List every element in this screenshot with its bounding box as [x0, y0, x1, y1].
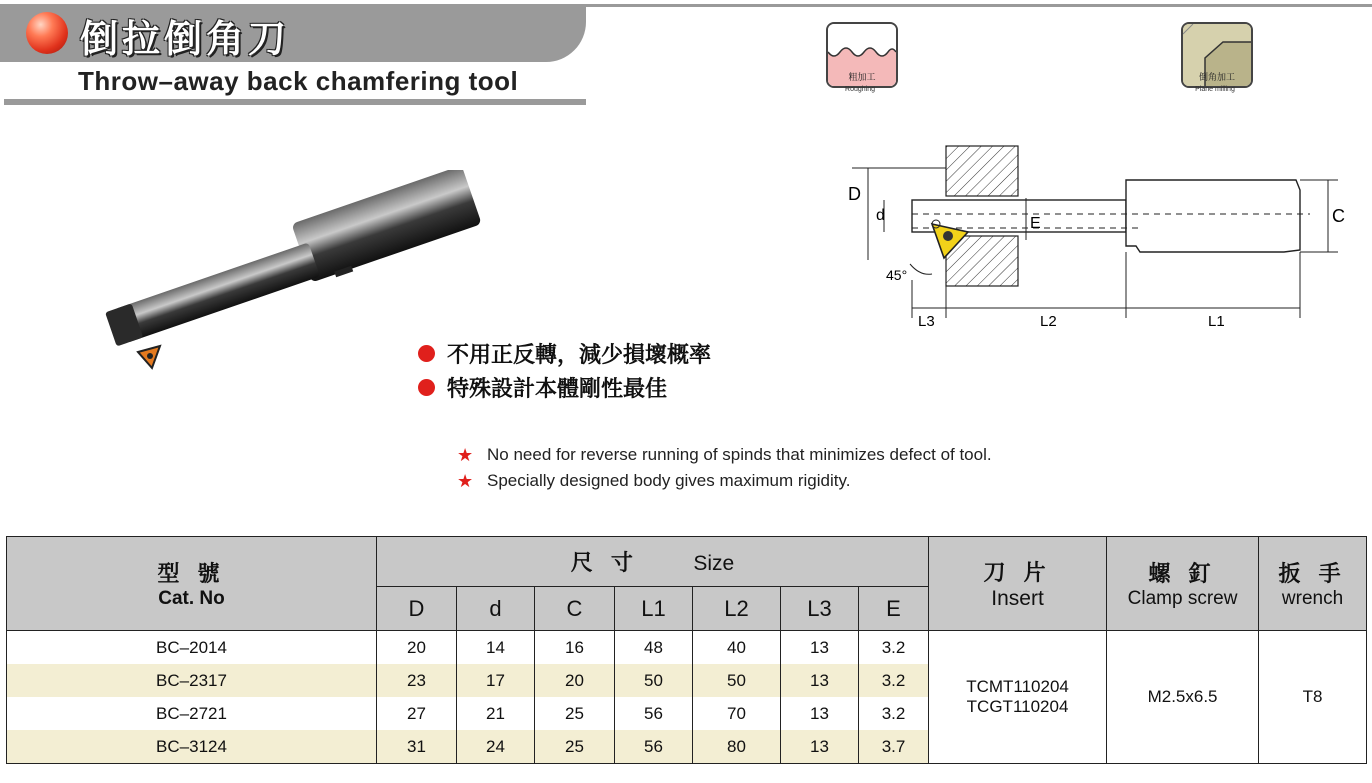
cell-L1: 50 [615, 664, 693, 697]
cell-clamp-screw: M2.5x6.5 [1107, 631, 1259, 764]
header-cat-en: Cat. No [158, 588, 225, 609]
header-wrench-cn: 扳 手 [1278, 561, 1347, 586]
header-size-cn: 尺 寸 [570, 550, 639, 575]
table-row [7, 631, 1367, 665]
plane-milling-icon [1181, 22, 1253, 88]
cell-D: 27 [377, 697, 457, 730]
plane-milling-caption: Plane milling [1195, 86, 1235, 93]
roughing-caption: Roughing [845, 86, 875, 93]
star-icon: ★ [457, 444, 474, 465]
cell-insert [929, 631, 1107, 764]
header-screw-cn: 螺 釘 [1148, 561, 1217, 586]
col-header-E: E [859, 587, 929, 631]
header-size-en: Size [693, 552, 735, 575]
cell-L2: 50 [693, 664, 781, 697]
cell-L1: 48 [615, 631, 693, 665]
col-header-C: C [535, 587, 615, 631]
cell-L1: 56 [615, 730, 693, 764]
page-title-en: Throw–away back chamfering tool [78, 66, 519, 96]
dim-label-L3: L3 [918, 313, 935, 330]
cell-cat: BC–2014 [7, 631, 377, 665]
cell-E: 3.2 [859, 664, 929, 697]
cell-D: 31 [377, 730, 457, 764]
cell-d: 17 [457, 664, 535, 697]
note-text: Specially designed body gives maximum rigidity. [487, 471, 851, 490]
header-insert-cn: 刀 片 [983, 560, 1052, 585]
features-cn [418, 336, 711, 404]
note-text: No need for reverse running of spinds that minimizes defect of tool. [487, 445, 992, 464]
roughing-label-cn: 粗加工 [848, 72, 876, 82]
cell-C: 20 [535, 664, 615, 697]
cell-L3: 13 [781, 664, 859, 697]
header-screw-en: Clamp screw [1127, 588, 1238, 609]
bullet-dot-icon [418, 379, 435, 396]
header-insert-en: Insert [991, 587, 1044, 610]
cell-L1: 56 [615, 697, 693, 730]
star-icon: ★ [457, 470, 474, 491]
notes-en [457, 442, 992, 494]
insert-line: TCMT110204 [966, 677, 1069, 696]
cell-wrench: T8 [1259, 631, 1367, 764]
note-item [457, 442, 992, 468]
cell-L2: 70 [693, 697, 781, 730]
col-header-L2: L2 [693, 587, 781, 631]
dim-label-angle: 45° [886, 267, 908, 283]
cell-D: 20 [377, 631, 457, 665]
dim-label-E: E [1030, 215, 1041, 232]
cell-C: 25 [535, 730, 615, 764]
cell-d: 14 [457, 631, 535, 665]
cell-E: 3.2 [859, 697, 929, 730]
col-header-d: d [457, 587, 535, 631]
cell-cat: BC–2721 [7, 697, 377, 730]
cell-d: 21 [457, 697, 535, 730]
cell-C: 16 [535, 631, 615, 665]
col-header-D: D [377, 587, 457, 631]
bullet-dot-icon [418, 345, 435, 362]
top-rule [586, 4, 1372, 7]
title-underline [4, 99, 586, 105]
insert-line: TCGT110204 [966, 697, 1069, 716]
plane-milling-label-cn: 倒角加工 [1198, 72, 1235, 82]
header-size [377, 537, 929, 587]
dim-label-D: D [848, 184, 861, 204]
page-title-cn: 倒拉倒角刀 [80, 19, 291, 61]
cell-cat: BC–3124 [7, 730, 377, 764]
cell-L3: 13 [781, 631, 859, 665]
feature-text: 特殊設計本體剛性最佳 [447, 375, 668, 401]
col-header-L1: L1 [615, 587, 693, 631]
note-item [457, 468, 992, 494]
dim-label-d: d [876, 207, 885, 224]
roughing-icon [826, 22, 898, 88]
cell-L3: 13 [781, 697, 859, 730]
header-insert [929, 537, 1107, 631]
feature-text: 不用正反轉，減少損壞概率 [447, 341, 712, 367]
cell-C: 25 [535, 697, 615, 730]
dim-label-C: C [1332, 206, 1345, 226]
cell-cat: BC–2317 [7, 664, 377, 697]
col-header-L3: L3 [781, 587, 859, 631]
feature-item [418, 336, 711, 370]
cell-D: 23 [377, 664, 457, 697]
header-wrench-en: wrench [1281, 588, 1344, 609]
header-cat-cn: 型 號 [157, 561, 226, 586]
cell-E: 3.7 [859, 730, 929, 764]
cell-L3: 13 [781, 730, 859, 764]
dimension-diagram [840, 140, 1360, 340]
header-clamp-screw [1107, 537, 1259, 631]
red-ball-icon [26, 12, 68, 54]
cell-L2: 40 [693, 631, 781, 665]
cell-d: 24 [457, 730, 535, 764]
header-cat [7, 537, 377, 631]
cell-L2: 80 [693, 730, 781, 764]
dim-label-L1: L1 [1208, 313, 1225, 330]
feature-item [418, 370, 711, 404]
spec-table [6, 536, 1367, 764]
cell-E: 3.2 [859, 631, 929, 665]
header-wrench [1259, 537, 1367, 631]
dim-label-L2: L2 [1040, 313, 1057, 330]
